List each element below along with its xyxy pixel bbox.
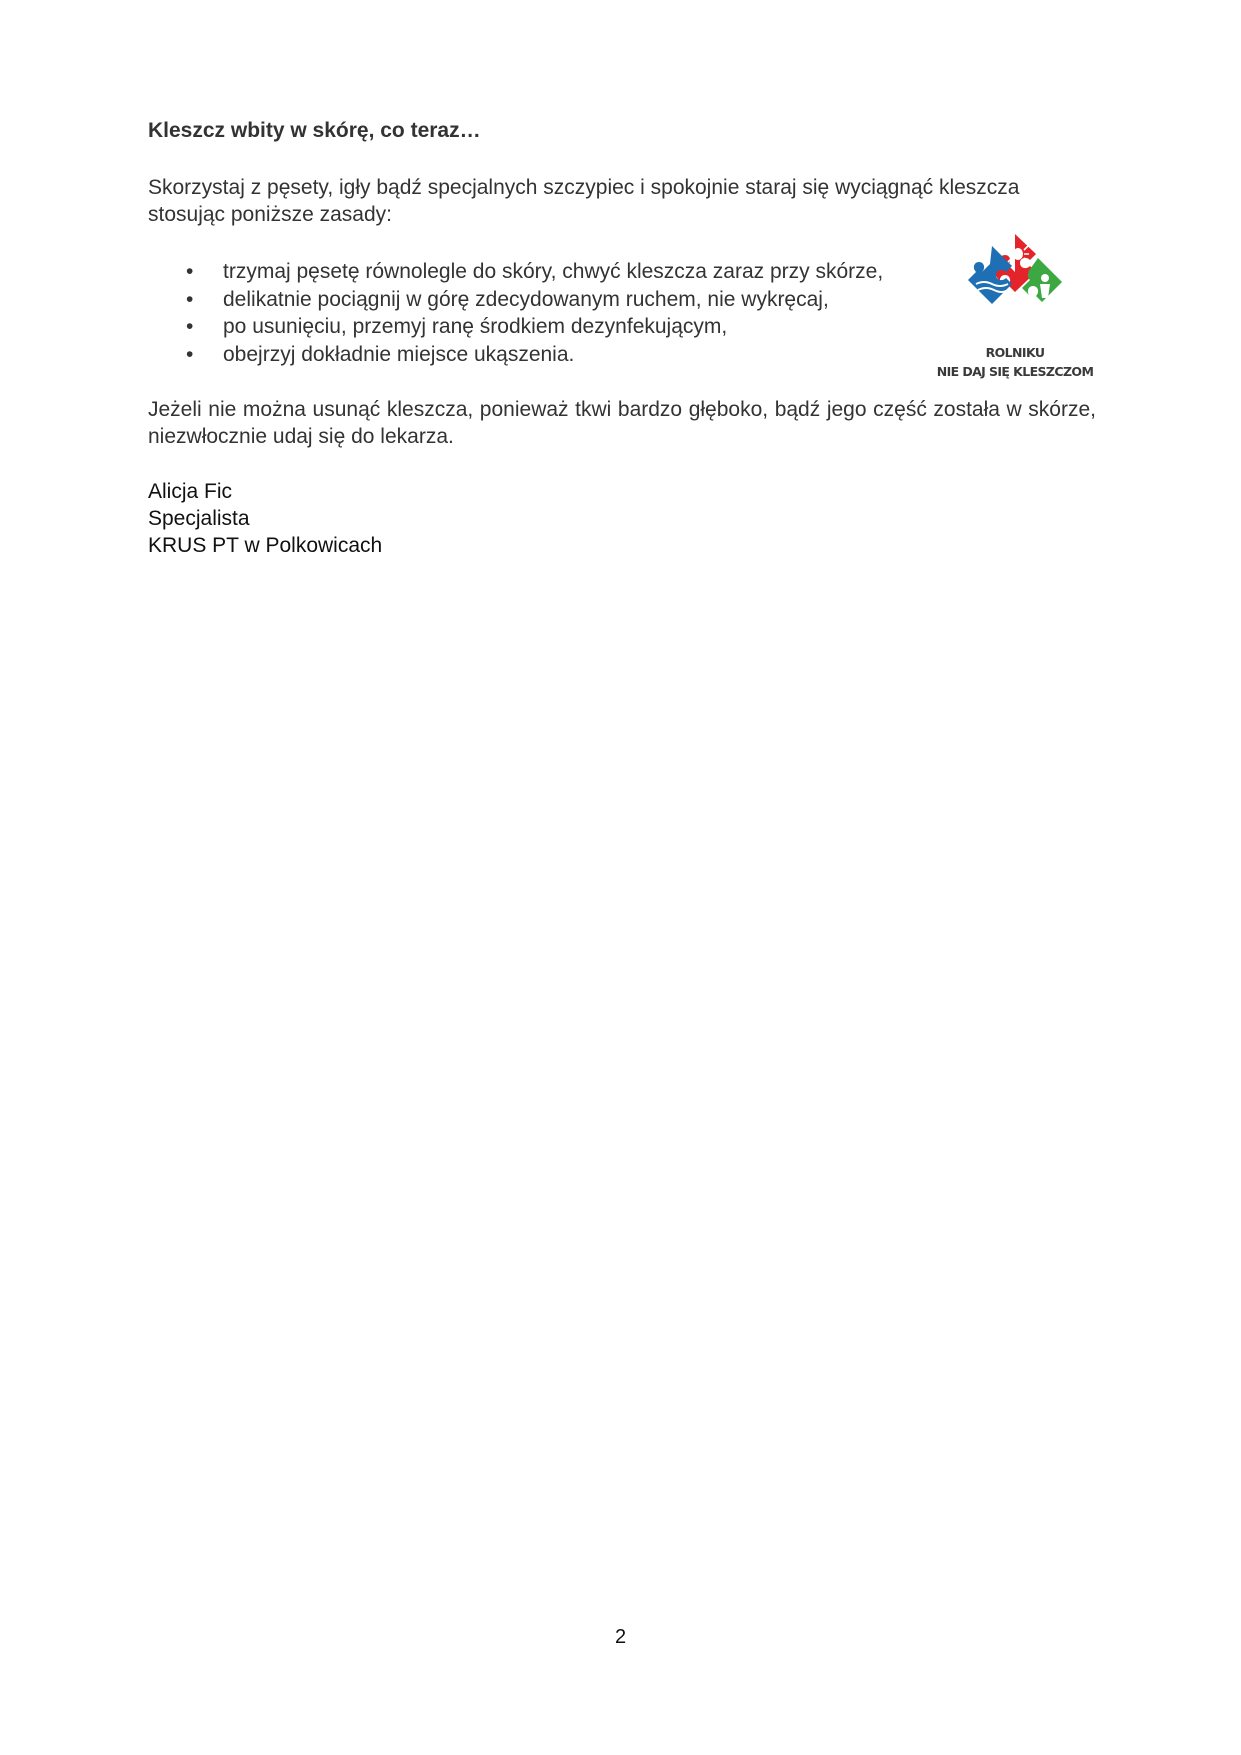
signature-organization: KRUS PT w Polkowicach [148, 534, 383, 557]
logo-title: ROLNIKU [985, 345, 1045, 360]
rules-list [148, 258, 948, 368]
section-heading: Kleszcz wbity w skórę, co teraz… [148, 119, 481, 142]
page-number: 2 [614, 1626, 627, 1648]
list-item [148, 341, 948, 369]
campaign-logo [930, 228, 1100, 384]
signature-name: Alicja Fic [148, 480, 233, 503]
list-item-text: obejrzyj dokładnie miejsce ukąszenia. [223, 342, 575, 366]
puzzle-tick-icon [966, 232, 1064, 316]
signature-block [148, 478, 382, 559]
logo-subtitle: NIE DAJ SIĘ KLESZCZOM [936, 364, 1094, 379]
bullet-icon: • [186, 342, 194, 366]
bullet-icon: • [186, 315, 194, 338]
list-item-text: delikatnie pociągnij w górę zdecydowanym ruchem, nie wykręcaj, [223, 287, 829, 311]
warning-paragraph: Jeżeli nie można usunąć kleszcza, ponieważ tkwi bardzo głęboko, bądź jego część została w skórze, niezwłocznie udaj się do lekarza. [148, 398, 1096, 448]
list-item-text: trzymaj pęsetę równolegle do skóry, chwyć kleszcza zaraz przy skórze, [223, 260, 884, 283]
list-item [148, 286, 948, 314]
bullet-icon: • [186, 287, 194, 311]
list-item-text: po usunięciu, przemyj ranę środkiem dezynfekującym, [223, 315, 728, 338]
intro-paragraph: Skorzystaj z pęsety, igły bądź specjalnych szczypiec i spokojnie staraj się wyciągnąć kleszcza stosując poniższe zasady: [148, 176, 1020, 226]
bullet-icon: • [186, 260, 194, 283]
signature-role: Specjalista [148, 507, 250, 530]
list-item [148, 313, 948, 341]
list-item [148, 258, 948, 286]
